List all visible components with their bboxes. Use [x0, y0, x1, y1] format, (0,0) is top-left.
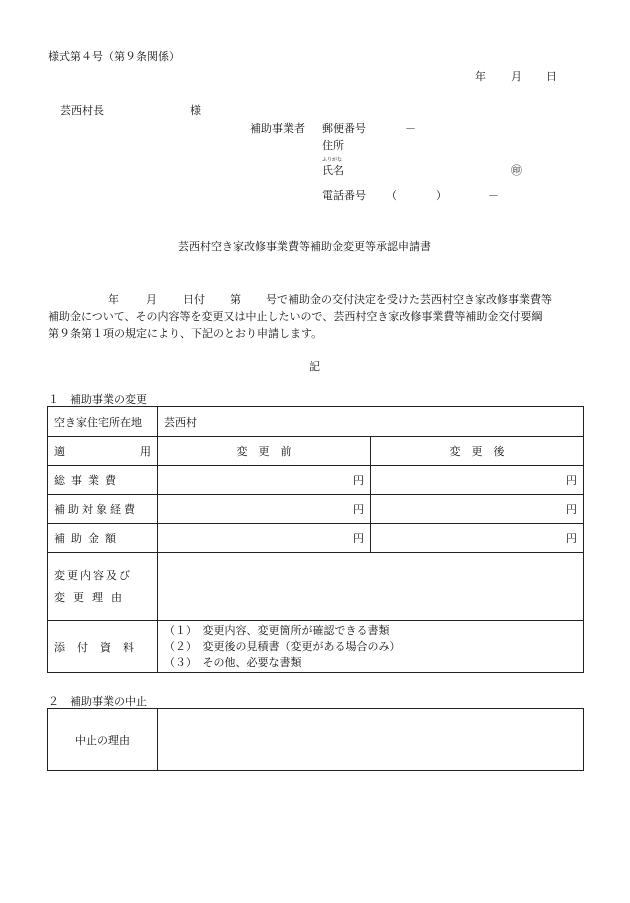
attach-label: 添付資料: [48, 621, 158, 673]
phone-open-paren: （: [386, 189, 397, 202]
subsidy-before-cell[interactable]: 円: [158, 524, 371, 553]
eligible-after-cell[interactable]: 円: [371, 495, 584, 524]
subsidy-after-cell[interactable]: 円: [371, 524, 584, 553]
total-before-cell[interactable]: 円: [158, 466, 371, 495]
phone-label: 電話番号: [322, 189, 366, 202]
name-ruby: ふりがな: [322, 157, 343, 163]
change-reason-label: [48, 553, 158, 621]
table-row: [48, 495, 584, 524]
attachment-item: （１） 変更内容、変更箇所が確認できる書類: [164, 623, 390, 637]
after-header: 変 更 後: [371, 437, 584, 466]
attachment-item: （２） 変更後の見積書（変更がある場合のみ）: [164, 639, 401, 653]
body-line3: 第９条第１項の規定により、下記のとおり申請します。: [48, 327, 323, 340]
cancel-table: [47, 708, 584, 771]
body-line2: 補助金について、その内容等を変更又は中止したいので、芸西村空き家改修事業費等補助金交付要綱: [48, 310, 543, 323]
apply-label-b: 用: [140, 445, 151, 458]
ki-marker: 記: [309, 360, 320, 373]
change-label-line1: 変更内容及び: [54, 568, 132, 582]
location-label: 空き家住宅所在地: [48, 407, 158, 437]
name-label: 氏名: [322, 164, 344, 177]
cancel-reason-field[interactable]: [158, 709, 584, 771]
postal-dash: －: [405, 122, 416, 135]
before-header: 変 更 前: [158, 437, 371, 466]
date-month: 月: [511, 70, 522, 83]
body-number-prefix: 第: [230, 293, 241, 306]
section1-heading: １ 補助事業の変更: [48, 393, 147, 406]
table-row: [48, 466, 584, 495]
apply-header: [48, 437, 158, 466]
body-month: 月: [146, 293, 157, 306]
apply-label-a: 適: [54, 445, 65, 458]
phone-close-paren: ）: [436, 189, 447, 202]
change-table: [47, 406, 584, 673]
addressee-name: 芸西村長: [60, 104, 104, 117]
date-year: 年: [475, 70, 486, 83]
row-label-subsidy: 補助金額: [48, 524, 158, 553]
body-line1-text: 号で補助金の交付決定を受けた芸西村空き家改修事業費等: [266, 293, 552, 306]
body-date-suffix: 日付: [183, 293, 205, 306]
postal-label: 郵便番号: [322, 122, 366, 135]
section2-heading: ２ 補助事業の中止: [48, 695, 147, 708]
body-year: 年: [108, 293, 119, 306]
document-title: 芸西村空き家改修事業費等補助金変更等承認申請書: [178, 240, 431, 253]
row-label-total: 総事業費: [48, 466, 158, 495]
phone-dash: －: [488, 189, 499, 202]
form-number: 様式第４号（第９条関係）: [48, 50, 180, 63]
change-label-line2: 変更理由: [54, 590, 130, 604]
change-reason-field[interactable]: [158, 553, 584, 621]
applicant-role: 補助事業者: [250, 122, 305, 135]
attachment-item: （３） その他、必要な書類: [164, 655, 302, 669]
table-row: [48, 524, 584, 553]
eligible-before-cell[interactable]: 円: [158, 495, 371, 524]
location-value[interactable]: 芸西村: [158, 407, 584, 437]
addressee-honorific: 様: [190, 104, 201, 117]
address-label: 住所: [322, 139, 344, 152]
seal-mark: ㊞: [511, 164, 522, 177]
cancel-reason-label: 中止の理由: [48, 709, 158, 771]
row-label-eligible: 補助対象経費: [48, 495, 158, 524]
total-after-cell[interactable]: 円: [371, 466, 584, 495]
attachments-cell: [158, 621, 584, 673]
date-day: 日: [546, 70, 557, 83]
